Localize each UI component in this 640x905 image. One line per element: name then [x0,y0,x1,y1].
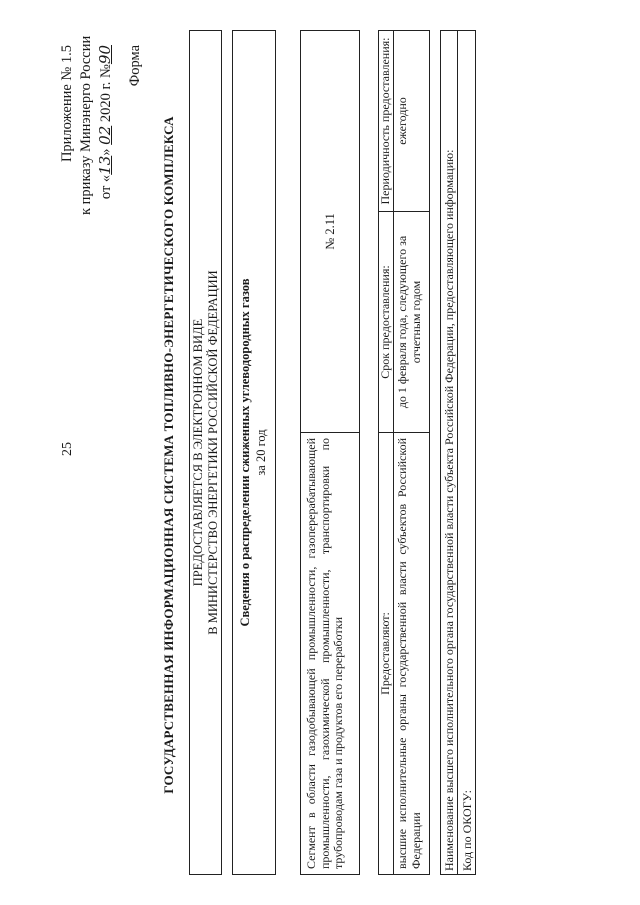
report-title: Сведения о распределении сжиженных углеводородных газов [238,278,252,627]
segment-description: Сегмент в области газодобывающей промышленности, газоперерабатывающей промышленности, газохимической промышленности, транспортировки по трубопроводам газа и продуктов его переработки [301,432,359,874]
cell-frequency: ежегодно [395,97,409,145]
order-reference: к приказу Минэнерго России [78,35,94,215]
date-year: 2020 г. № [98,64,114,126]
page-number: 25 [60,442,75,456]
date-month-handwritten: 02 [96,125,114,145]
header-frequency: Периодичность предоставления: [379,31,394,211]
date-prefix: от « [98,174,114,200]
date-day-handwritten: 13 [96,155,114,175]
respondent-name-field: Наименование высшего исполнительного органа государственной власти субъекта Российской Федерации, предоставляющего информацию: [441,31,458,874]
main-title: ГОСУДАРСТВЕННАЯ ИНФОРМАЦИОННАЯ СИСТЕМА ТОПЛИВНО-ЭНЕРГЕТИЧЕСКОГО КОМПЛЕКСА [161,116,176,794]
report-period: за 20 год [254,429,268,476]
form-label: Форма [127,45,143,87]
provision-column-submitters [379,432,429,874]
date-mid: » [98,144,114,156]
appendix-number: Приложение № 1.5 [59,45,75,163]
header-deadline: Срок предоставления: [379,212,394,432]
submission-line-1: ПРЕДОСТАВЛЯЕТСЯ В ЭЛЕКТРОННОМ ВИДЕ [191,318,205,587]
segment-table [300,30,360,875]
form-number: № 2.11 [322,213,337,250]
cell-submitters: высшие исполнительные органы государственной власти субъектов Российской Федерации [395,438,423,869]
report-title-box [232,30,276,875]
submission-box [189,30,222,875]
appendix-reference [58,35,116,215]
order-date-line [96,45,116,215]
order-number-handwritten: 90 [96,45,114,65]
header-submitters: Предоставляют: [379,433,394,874]
provision-column-frequency [379,31,429,211]
provision-column-deadline [379,211,429,432]
cell-deadline: до 1 февраля года, следующего за отчетным годом [395,235,423,409]
submission-line-2: В МИНИСТЕРСТВО ЭНЕРГЕТИКИ РОССИЙСКОЙ ФЕДЕРАЦИИ [206,270,220,635]
okogu-code-field: Код по ОКОГУ: [460,790,474,871]
provision-table [378,30,430,875]
respondent-info-table [440,30,476,875]
